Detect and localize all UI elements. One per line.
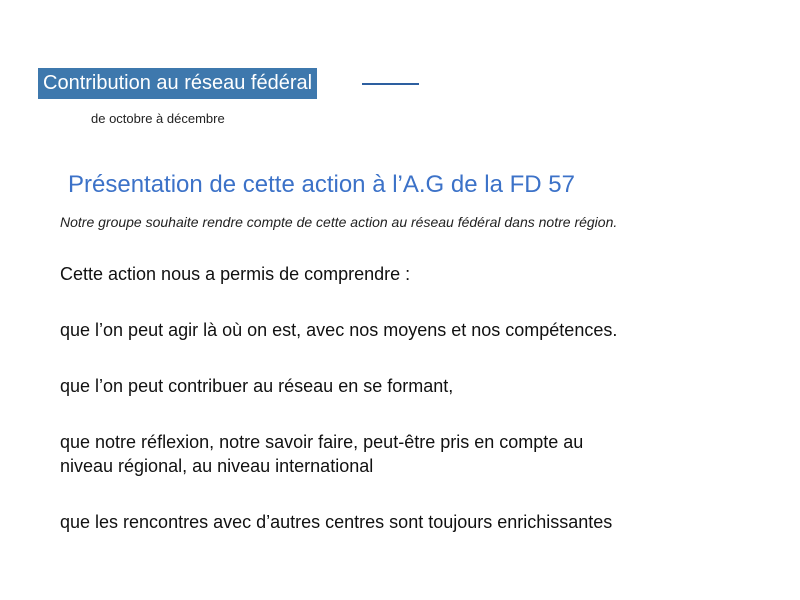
- section-title: Présentation de cette action à l’A.G de la FD 57: [68, 171, 575, 198]
- point-line: que l’on peut contribuer au réseau en se formant,: [60, 376, 454, 396]
- point-line: que l’on peut agir là où on est, avec nos moyens et nos compétences.: [60, 320, 618, 340]
- lead-text: Cette action nous a permis de comprendre :: [60, 264, 411, 284]
- intro-text: Notre groupe souhaite rendre compte de cette action au réseau fédéral dans notre région.: [60, 214, 618, 230]
- point-item: [60, 374, 780, 398]
- body-content: [60, 262, 780, 566]
- header-subtitle: de octobre à décembre: [91, 111, 225, 126]
- header-underline: [362, 83, 419, 85]
- point-line: que notre réflexion, notre savoir faire, peut-être pris en compte au: [60, 432, 584, 452]
- point-item: [60, 430, 780, 478]
- point-item: [60, 318, 780, 342]
- header-title-box: [38, 68, 317, 99]
- point-line: niveau régional, au niveau international: [60, 456, 374, 476]
- header-title: Contribution au réseau fédéral: [43, 72, 313, 94]
- point-item: [60, 510, 780, 534]
- point-line: que les rencontres avec d’autres centres sont toujours enrichissantes: [60, 512, 613, 532]
